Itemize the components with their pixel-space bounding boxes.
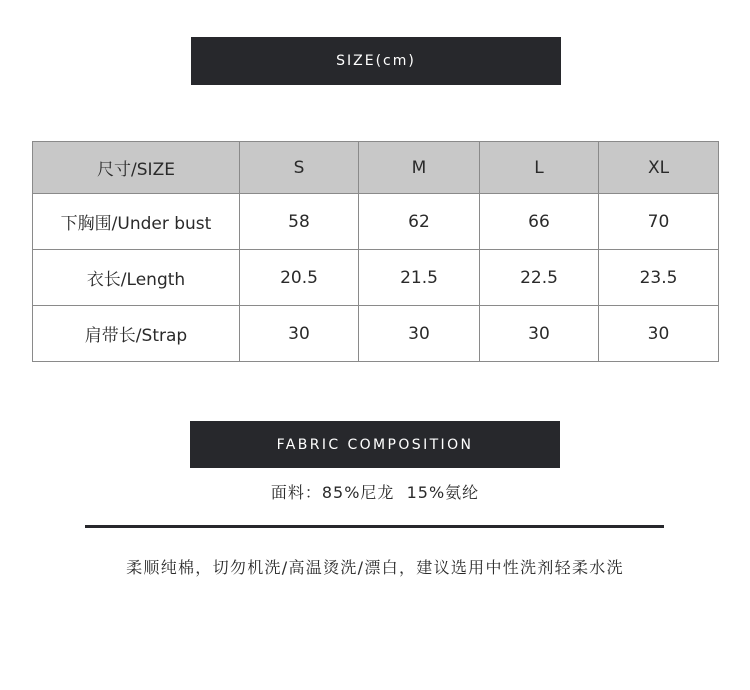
size-table: [32, 141, 719, 362]
fabric-composition-text: 面料：85%尼龙 15%氨纶: [270, 483, 480, 502]
header-size-label: 尺寸/SIZE: [33, 142, 240, 194]
table-cell: 23.5: [599, 250, 719, 306]
table-row: [33, 194, 719, 250]
fabric-banner-title: FABRIC COMPOSITION: [276, 436, 474, 453]
table-row: [33, 250, 719, 306]
table-cell: 66: [480, 194, 599, 250]
table-row: [33, 306, 719, 362]
table-cell: 70: [599, 194, 719, 250]
table-cell: 22.5: [480, 250, 599, 306]
table-cell: 30: [480, 306, 599, 362]
row-label-strap: 肩带长/Strap: [33, 306, 240, 362]
table-cell: 30: [240, 306, 359, 362]
table-cell: 21.5: [359, 250, 480, 306]
header-size-m: M: [359, 142, 480, 194]
header-size-xl: XL: [599, 142, 719, 194]
row-label-length: 衣长/Length: [33, 250, 240, 306]
table-cell: 62: [359, 194, 480, 250]
header-size-s: S: [240, 142, 359, 194]
table-cell: 30: [599, 306, 719, 362]
table-cell: 30: [359, 306, 480, 362]
table-cell: 20.5: [240, 250, 359, 306]
size-banner-title: SIZE(cm): [336, 53, 416, 69]
fabric-composition-banner: [190, 421, 560, 468]
header-size-l: L: [480, 142, 599, 194]
care-instructions-text: 柔顺纯棉，切勿机洗/高温烫洗/漂白，建议选用中性洗剂轻柔水洗: [126, 558, 624, 577]
row-label-under-bust: 下胸围/Under bust: [33, 194, 240, 250]
table-header-row: [33, 142, 719, 194]
size-banner: [191, 37, 561, 85]
table-cell: 58: [240, 194, 359, 250]
section-divider: [85, 525, 664, 528]
